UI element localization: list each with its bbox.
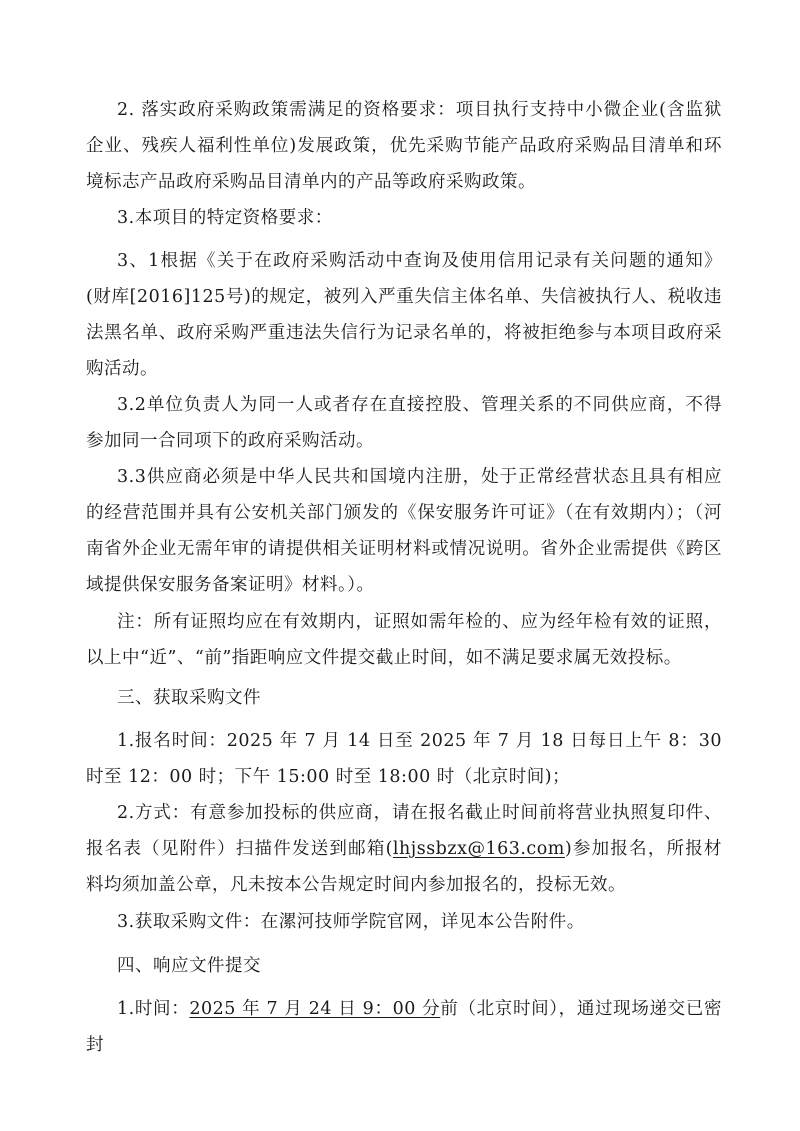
section-heading-obtain-documents: 三、获取采购文件 xyxy=(117,688,261,708)
paragraph-specific-requirements-heading: 3.本项目的特定资格要求： xyxy=(117,208,333,228)
paragraph-note-certificates: 注：所有证照均应在有效期内，证照如需年检的、应为经年检有效的证照，以上中“近”、“前”指距响应文件提交截止时间，如不满足要求属无效投标。 xyxy=(86,612,722,668)
paragraph-registration-method xyxy=(86,795,722,903)
submission-time-text: 前（北京时间），通过现场递交已密封 xyxy=(86,999,722,1055)
registration-method-text-cont: )参加报名，所报材料均须加盖公章，凡未按本公告规定时间内参加报名的，投标无效。 xyxy=(86,839,722,895)
submission-time-label: 1.时间： xyxy=(117,999,190,1019)
registration-email-link[interactable]: lhjssbzx@163.com xyxy=(392,839,565,859)
submission-deadline: 2025 年 7 月 24 日 9：00 分 xyxy=(189,999,441,1019)
paragraph-supplier-qualification: 3.3供应商必须是中华人民共和国境内注册，处于正常经营状态且具有相应的经营范围并具有公安机关部门颁发的《保安服务许可证》（在有效期内）；（河南省外企业无需年审的请提供相关证明材料或情况说明。省外企业需提供《跨区域提供保安服务备案证明》材料。）。 xyxy=(86,467,722,595)
section-heading-response-submission: 四、响应文件提交 xyxy=(117,956,261,976)
paragraph-registration-time: 1.报名时间：2025 年 7 月 14 日至 2025 年 7 月 18 日每日上午 8：30 时至 12：00 时；下午 15:00 时至 18:00 时（北京时间)； xyxy=(86,731,722,787)
paragraph-submission-time xyxy=(86,991,722,1063)
paragraph-obtain-documents: 3.获取采购文件：在漯河技师学院官网，详见本公告附件。 xyxy=(117,912,585,932)
paragraph-credit-record: 3、1根据《关于在政府采购活动中查询及使用信用记录有关问题的通知》(财库[2016]125号)的规定，被列入严重失信主体名单、失信被执行人、税收违法黑名单、政府采购严重违法失信行为记录名单的，将被拒绝参与本项目政府采购活动。 xyxy=(86,251,722,379)
paragraph-same-responsible-person: 3.2单位负责人为同一人或者存在直接控股、管理关系的不同供应商，不得参加同一合同项下的政府采购活动。 xyxy=(86,395,722,451)
registration-method-text: 2.方式：有意参加投标的供应商，请在报名截止时间前将营业执照复印件、报名表（见附件）扫描件发送到邮箱( xyxy=(86,803,722,859)
paragraph-policy-requirements: 2. 落实政府采购政策需满足的资格要求：项目执行支持中小微企业(含监狱企业、残疾人福利性单位)发展政策，优先采购节能产品政府采购品目清单和环境标志产品政府采购品目清单内的产品等政府采购政策。 xyxy=(86,100,722,192)
